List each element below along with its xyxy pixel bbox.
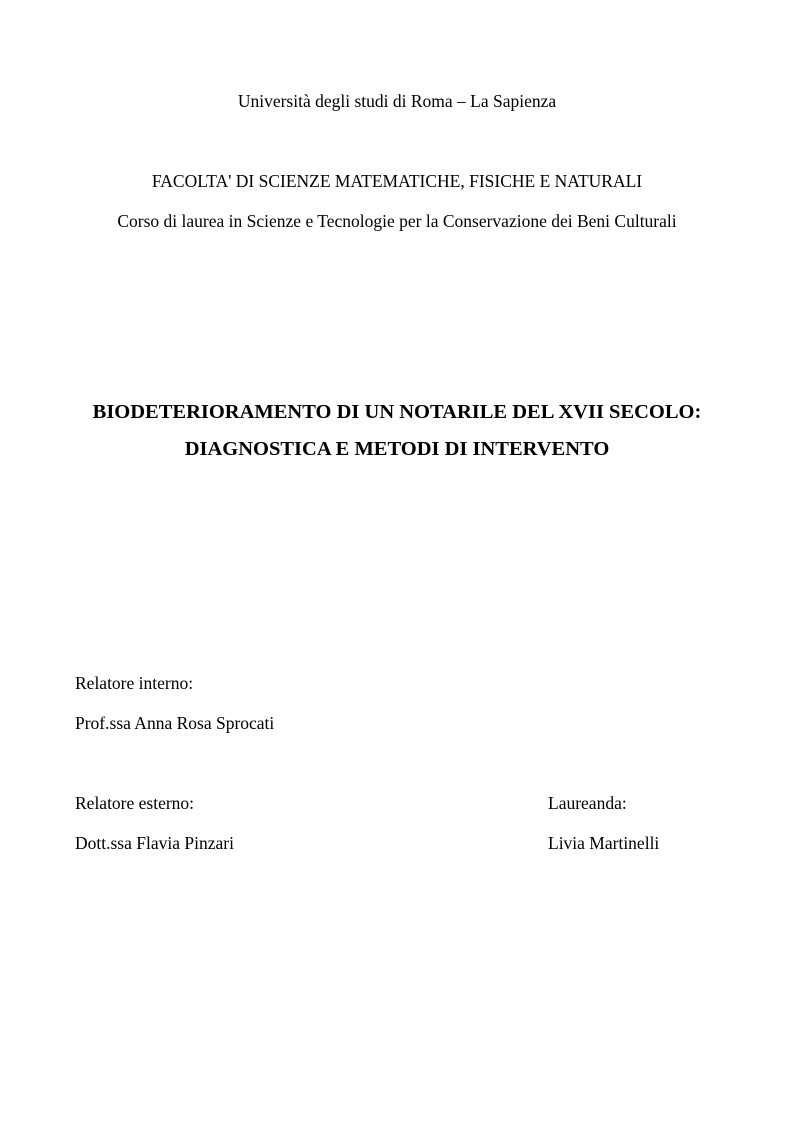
thesis-title-line-2: DIAGNOSTICA E METODI DI INTERVENTO xyxy=(184,438,610,460)
external-supervisor-name: Dott.ssa Flavia Pinzari xyxy=(75,833,234,853)
thesis-title-line-1: BIODETERIORAMENTO DI UN NOTARILE DEL XVII SECOLO: xyxy=(92,401,702,423)
external-supervisor-label: Relatore esterno: xyxy=(75,793,195,813)
degree-course: Corso di laurea in Scienze e Tecnologie per la Conservazione dei Beni Culturali xyxy=(117,211,677,231)
internal-supervisor-label: Relatore interno: xyxy=(75,673,194,693)
internal-supervisor-name: Prof.ssa Anna Rosa Sprocati xyxy=(75,713,275,733)
candidate-label: Laureanda: xyxy=(548,793,627,813)
candidate-name: Livia Martinelli xyxy=(548,833,660,853)
university-name: Università degli studi di Roma – La Sapienza xyxy=(237,91,557,111)
faculty-name: FACOLTA' DI SCIENZE MATEMATICHE, FISICHE E NATURALI xyxy=(151,171,643,191)
